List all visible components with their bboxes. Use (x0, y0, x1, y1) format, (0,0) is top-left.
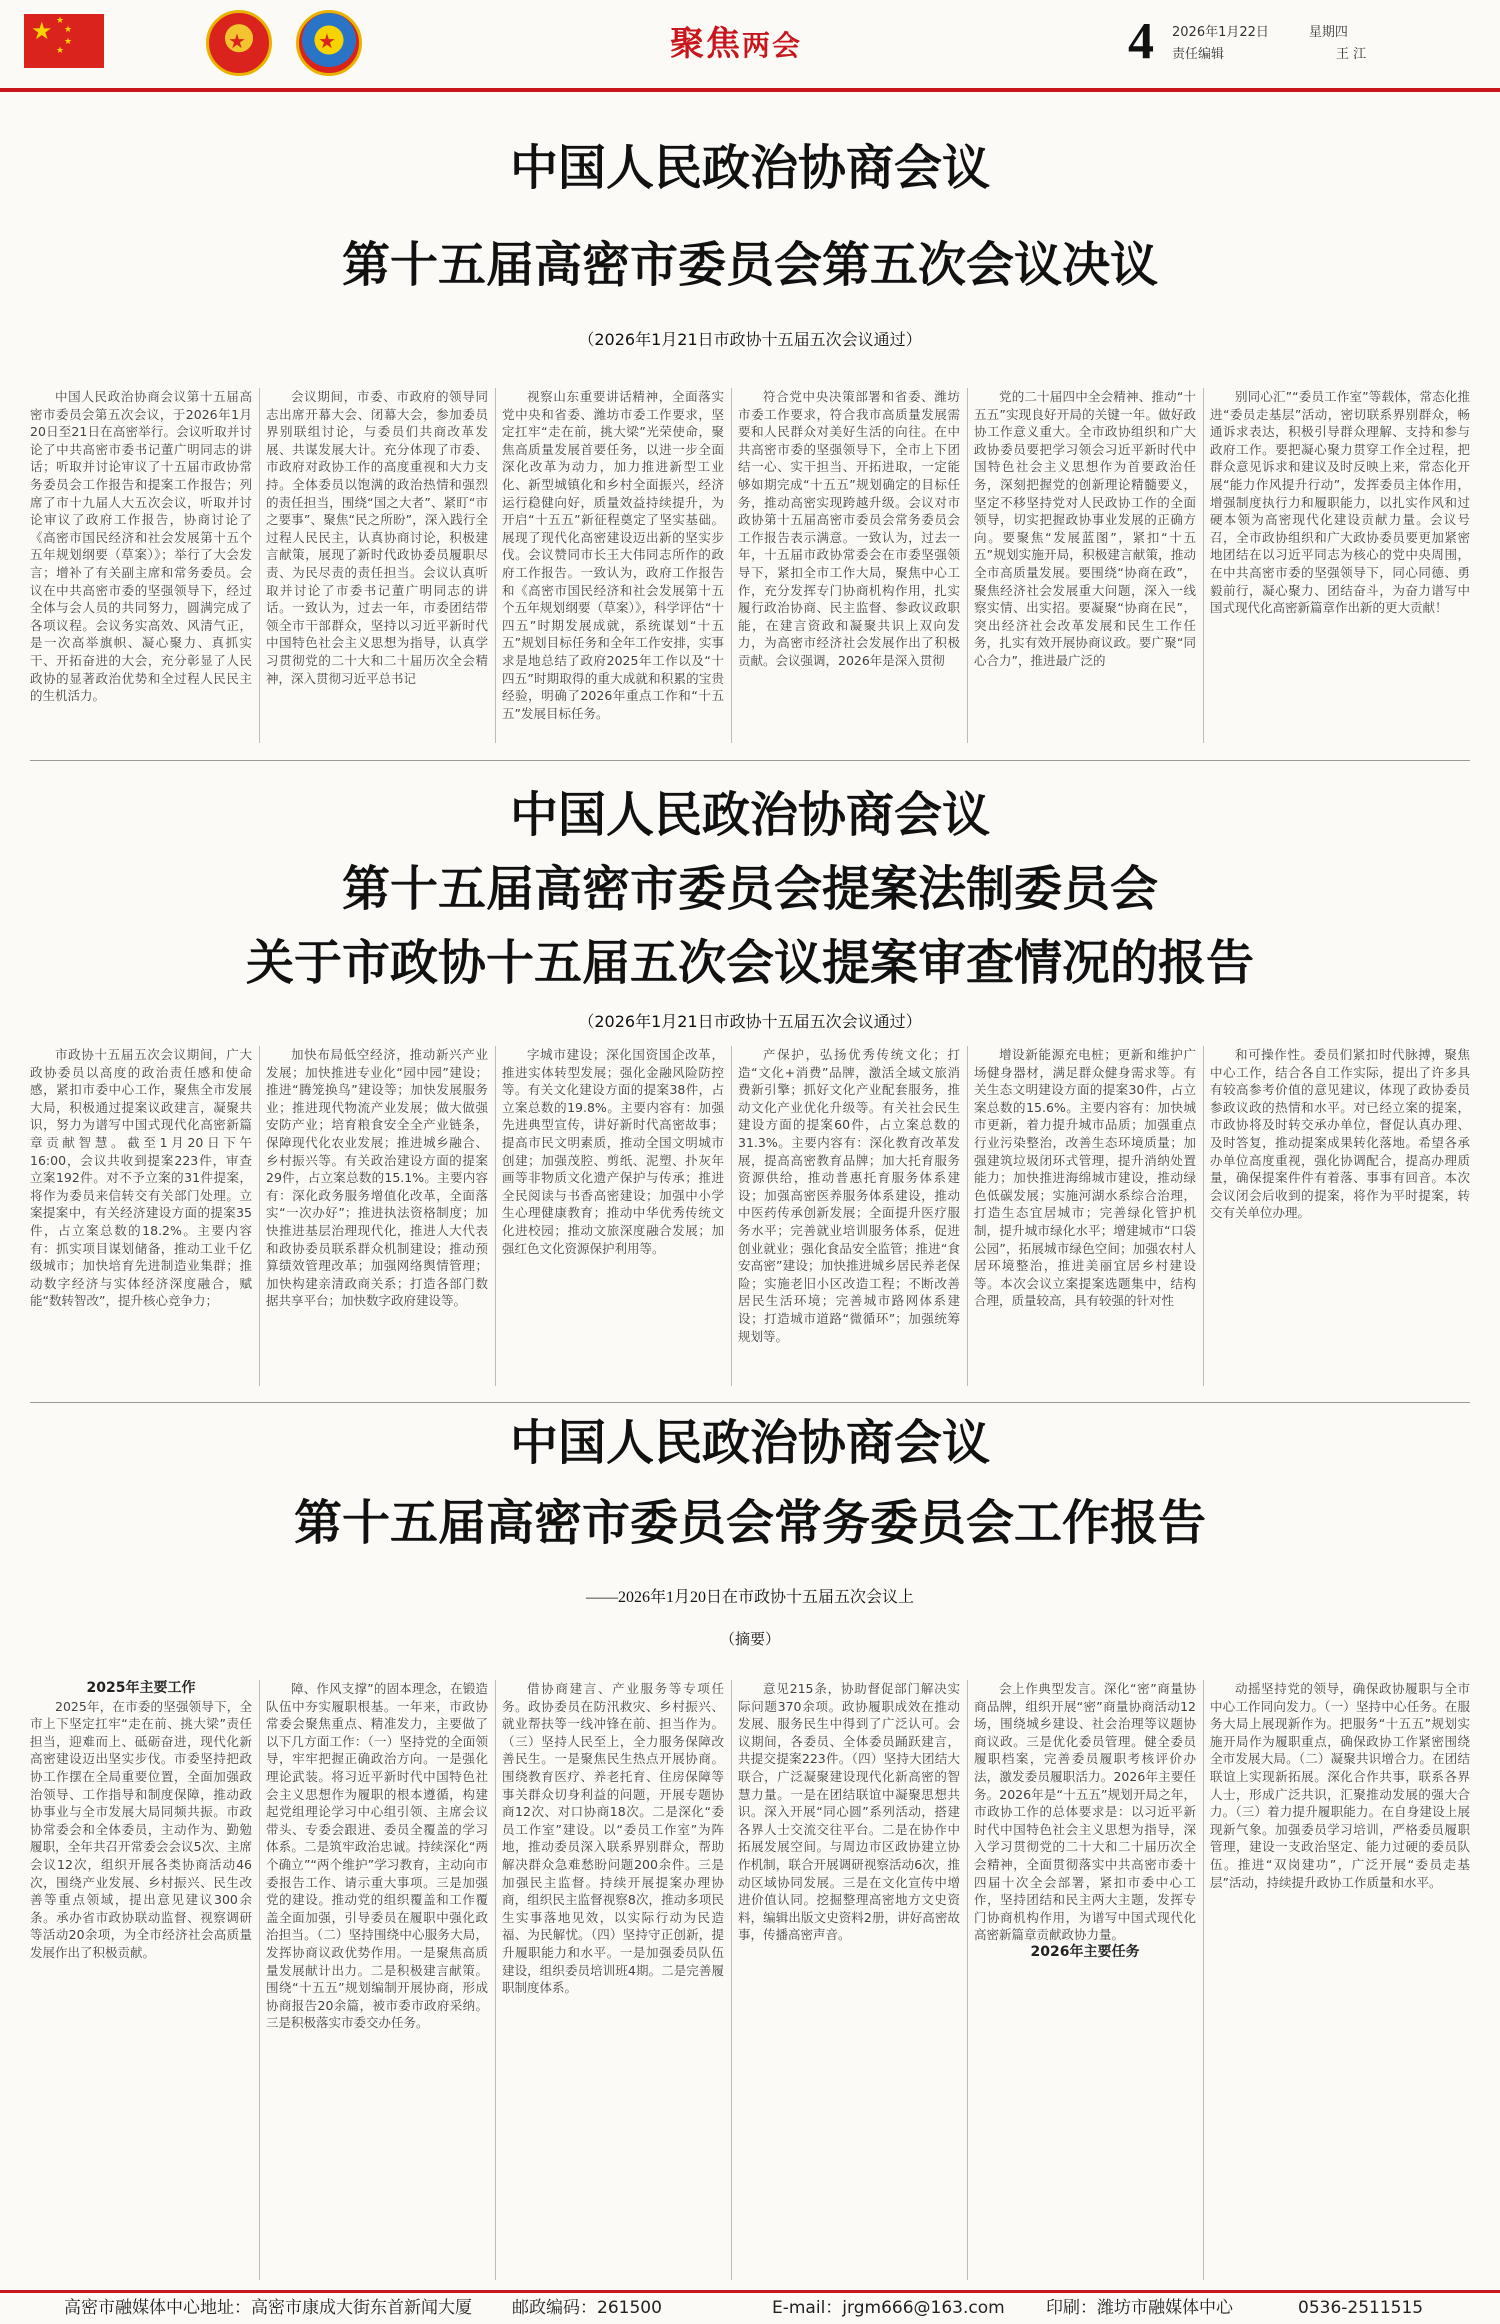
footer-email: E-mail：jrgm666@163.com (772, 2298, 1005, 2318)
article2-paragraph: 市政协十五届五次会议期间，广大政协委员以高度的政治责任感和使命感，紧扣市委中心工作，聚焦全市发展大局，积极通过提案议政建言，凝聚共识，努力为谱写中国式现代化高密新篇章贡献智慧。截至1月20日下午16:00，会议共收到提案223件，审查立案192件。对不予立案的31件提案，将作为委员来信转交有关部门处理。立案提案中，有关经济建设方面的提案35件，占立案总数的18.2%。主要内容有：抓实项目谋划储备，推动工业千亿级城市；加快培育先进制造业集群；推动数字经济与实体经济深度融合，赋能“数转智改”，提升核心竞争力； (30, 1047, 252, 1309)
article2-subtitle: （2026年1月21日市政协十五届五次会议通过） (578, 1012, 922, 1031)
footer-postcode: 邮政编码：261500 (512, 2298, 662, 2318)
article1-paragraph: 会议期间，市委、市政府的领导同志出席开幕大会、闭幕大会，参加委员界别联组讨论，与委员们共商改革发展、共谋发展大计。充分体现了市委、市政府对政协工作的高度重视和大力支持。全体委员以饱满的政治热情和强烈的责任担当，围绕“国之大者”、紧盯“市之要事”、聚焦“民之所盼”，深入践行全过程人民民主，认真协商讨论，积极建言献策，展现了新时代政协委员履职尽责、为民尽责的责任担当。会议认真听取并讨论了市委书记董广明同志的讲话。一致认为，过去一年，市委团结带领全市干部群众，坚持以习近平新时代中国特色社会主义思想为指导，认真学习贯彻党的二十大和二十届历次全会精神，深入贯彻习近平总书记 (266, 389, 488, 686)
column-title (670, 16, 802, 65)
column-title-a: 聚焦 (670, 24, 742, 64)
column-divider (731, 1046, 732, 1386)
article3-column-5 (974, 1680, 1196, 2280)
article3-subtitle: ——2026年1月20日在市政协十五届五次会议上 (585, 1589, 914, 1606)
article3-column-2 (266, 1680, 488, 2280)
article1-paragraph: 符合党中央决策部署和省委、潍坊市委工作要求，符合我市高质量发展需要和人民群众对美好生活的向往。在中共高密市委的坚强领导下，全市上下团结一心、实干担当、开拓进取，一定能够如期完成“十五五”规划确定的目标任务，推动高密实现跨越升级。会议对市政协第十五届高密市委员会常务委员会工作报告表示满意。一致认为，过去一年，十五届市政协常委会在市委坚强领导下，紧扣全市工作大局，聚焦中心工作，充分发挥专门协商机构作用，扎实履行政治协商、民主监督、参政议政职能，在建言资政和凝聚共识上双向发力，为高密市经济社会发展作出了积极贡献。会议强调，2026年是深入贯彻 (738, 389, 960, 668)
article1-paragraph: 视察山东重要讲话精神，全面落实党中央和省委、潍坊市委工作要求，坚定扛牢“走在前，挑大梁”光荣使命，聚焦高质量发展首要任务，以进一步全面深化改革为动力，加力推进新型工业化、新型城镇化和乡村全面振兴，经济运行稳健向好，质量效益持续提升，为开启“十五五”新征程奠定了坚实基础。展现了现代化高密建设迈出新的坚实步伐。会议赞同市长王大伟同志所作的政府工作报告。一致认为，政府工作报告和《高密市国民经济和社会发展第十五个五年规划纲要（草案）》，科学评估“十四五”时期发展成就，系统谋划“十五五”规划目标任务和全年工作安排，实事求是地总结了政府2025年工作以及“十四五”时期取得的重大成就和积累的宝贵经验，明确了2026年重点工作和“十五五”发展目标任务。 (502, 389, 724, 721)
article3-column-3 (502, 1680, 724, 2280)
column-divider (495, 1680, 496, 2280)
issue-weekday: 星期四 (1308, 25, 1348, 40)
editor-name: 王 江 (1336, 47, 1367, 62)
column-divider (495, 1046, 496, 1386)
article1-column-3 (502, 388, 724, 743)
article3-column-4 (738, 1680, 960, 2280)
column-divider (967, 388, 968, 743)
column-title-b: 两会 (742, 29, 803, 62)
article1-paragraph: 党的二十届四中全会精神、推动“十五五”实现良好开局的关键一年。做好政协工作意义重大。全市政协组织和广大政协委员要把学习领会习近平新时代中国特色社会主义思想作为首要政治任务，深刻把握党的创新理论精髓要义，坚定不移坚持党对人民政协工作的全面领导，切实把握政协事业发展的正确方向。要聚焦“发展蓝图”，紧扣“十五五”规划实施开局，积极建言献策，推动全市高质量发展。要围绕“协商在政”，聚焦经济社会发展重大问题，深入一线察实情、出实招。要凝聚“协商在民”，突出经济社会改革发展和民生工作任务，扎实有效开展协商议政。要广聚“同心合力”，推进最广泛的 (974, 389, 1196, 668)
article3-column-1 (30, 1680, 252, 2280)
article3-title-line1: 中国人民政治协商会议 (509, 1415, 990, 1471)
article2-title-line1: 中国人民政治协商会议 (509, 787, 990, 843)
article2-paragraph: 加快布局低空经济，推动新兴产业发展；加快推进专业化“园中园”建设；推进“腾笼换鸟”建设等；加快发展服务业；推进现代物流产业发展；做大做强安防产业；培育粮食安全全产业链条，保障现代化农业发展；推进城乡融合、乡村振兴等。有关政治建设方面的提案29件，占立案总数的15.1%。主要内容有：深化政务服务增值化改革，全面落实“一次办好”；推进执法资格制度；加快推进基层治理现代化，推进人大代表和政协委员联系群众机制建设；推动预算绩效管理改革；加强网络舆情管理；加快构建亲清政商关系；打造各部门数据共享平台；加快数字政府建设等。 (266, 1047, 488, 1309)
section-divider (30, 1402, 1470, 1403)
column-divider (1203, 1680, 1204, 2280)
page-number: 4 (1128, 13, 1154, 70)
article2-title-line3: 关于市政协十五届五次会议提案审查情况的报告 (245, 935, 1254, 991)
column-divider (731, 1680, 732, 2280)
article1-column-2 (266, 388, 488, 743)
article3-abstract-label: （摘要） (719, 1630, 780, 1648)
column-divider (967, 1680, 968, 2280)
national-emblem-icon: ★ (206, 10, 272, 76)
article1-title-line1: 中国人民政治协商会议 (509, 140, 990, 196)
page-footer (0, 2290, 1500, 2324)
article3-paragraph: 意见215条，协助督促部门解决实际问题370余项。政协履职成效在推动发展、服务民生中得到了广泛认可。会议期间，各委员、全体委员踊跃建言，共提交提案223件。（四）坚持大团结大联合，广泛凝聚建设现代化新高密的智慧力量。一是在团结联谊中凝聚思想共识。深入开展“同心圆”系列活动，搭建各界人士交流交往平台。二是在协作中拓展发展空间。与周边市区政协建立协作机制，联合开展调研视察活动6次，推动区域协同发展。三是在文化宣传中增进价值认同。挖掘整理高密地方文史资料，编辑出版文史资料2册，讲好高密故事，传播高密声音。 (738, 1681, 960, 1943)
column-divider (259, 1046, 260, 1386)
article1-column-6 (1210, 388, 1470, 743)
article3-section-heading-2026: 2026年主要任务 (1030, 1943, 1140, 1960)
article3-paragraph: 2025年，在市委的坚强领导下，全市上下坚定扛牢“走在前、挑大梁”责任担当，迎难而上、砥砺奋进，现代化新高密建设迈出坚实步伐。市委坚持把政协工作摆在全局重要位置，全面加强政治领导、工作指导和制度保障，推动政协事业与全市发展大局同频共振。市政协常委会和全体委员，主动作为、勤勉履职，全年共召开常委会会议5次、主席会议12次，组织开展各类协商活动46次，围绕产业发展、乡村振兴、民生改善等重点领域，提出意见建议300余条。承办省市政协联动监督、视察调研等活动20余项，为全市经济社会高质量发展作出了积极贡献。 (30, 1698, 252, 1960)
cppcc-emblem-icon: ★ (296, 10, 362, 76)
article3-paragraph: 障、作风支撑”的固本理念，在锻造队伍中夯实履职根基。一年来，市政协常委会聚焦重点、精准发力，主要做了以下几方面工作：（一）坚持党的全面领导，牢牢把握正确政治方向。一是强化理论武装。将习近平新时代中国特色社会主义思想作为履职的根本遵循，构建起党组理论学习中心组引领、主席会议带头、专委会跟进、委员全覆盖的学习体系。二是筑牢政治忠诚。持续深化“两个确立”“两个维护”学习教育，主动向市委报告工作、请示重大事项。三是加强党的建设。推动党的组织覆盖和工作覆盖全面加强，引导委员在履职中强化政治担当。（二）坚持围绕中心服务大局，发挥协商议政优势作用。一是聚焦高质量发展献计出力。二是积极建言献策。围绕“十五五”规划编制开展协商，形成协商报告20余篇，被市委市政府采纳。三是积极落实市委交办任务。 (266, 1681, 488, 2031)
column-divider (1203, 388, 1204, 743)
column-divider (731, 388, 732, 743)
footer-printer: 印刷：潍坊市融媒体中心 (1046, 2298, 1233, 2318)
article3-column-6 (1210, 1680, 1470, 2280)
article1-paragraph: 别同心汇”“委员工作室”等载体，常态化推进“委员走基层”活动，密切联系界别群众，畅通诉求表达，积极引导群众理解、支持和参与政府工作。要把凝心聚力贯穿工作全过程，把群众意见诉求和建议及时反映上来，常态化开展“能力作风提升行动”，发挥委员主体作用，增强制度执行力和履职能力，以扎实作风和过硬本领为高密现代化建设贡献力量。会议号召，全市政协组织和广大政协委员要更加紧密地团结在以习近平同志为核心的党中央周围，在中共高密市委的坚强领导下，同心同德、勇毅前行，凝心聚力、团结奋斗，为奋力谱写中国式现代化高密新篇章作出新的更大贡献！ (1210, 389, 1470, 616)
article2-column-4 (738, 1046, 960, 1386)
section-divider (30, 760, 1470, 761)
article1-column-1 (30, 388, 252, 743)
article2-column-1 (30, 1046, 252, 1386)
issue-date: 2026年1月22日 (1172, 25, 1269, 40)
article2-paragraph: 字城市建设；深化国资国企改革，推进实体转型发展；强化金融风险防控等。有关文化建设方面的提案38件，占立案总数的19.8%。主要内容有：加强先进典型宣传，讲好新时代高密故事；提高市民文明素质，推动全国文明城市创建；加强茂腔、剪纸、泥塑、扑灰年画等非物质文化遗产保护与传承；推进全民阅读与书香高密建设；加强中小学生心理健康教育；推动中华优秀传统文化进校园；推动文旅深度融合发展；加强红色文化资源保护利用等。 (502, 1047, 724, 1256)
article2-title-line2: 第十五届高密市委员会提案法制委员会 (341, 861, 1158, 917)
article1-column-5 (974, 388, 1196, 743)
article1-column-4 (738, 388, 960, 743)
column-divider (1203, 1046, 1204, 1386)
article2-paragraph: 产保护，弘扬优秀传统文化；打造“文化+消费”品牌，激活全域文旅消费新引擎；抓好文化产业配套服务，推动文化产业优化升级等。有关社会民生建设方面的提案60件，占立案总数的31.3%。主要内容有：深化教育改革发展，提高高密教育品牌；加大托育服务资源供给，推动普惠托育服务体系建设；加强高密医养服务体系建设，推动中医药传承创新发展；全面提升医疗服务水平；完善就业培训服务体系，促进创业就业；强化食品安全监管；推进“食安高密”建设；加快推进城乡居民养老保险；实施老旧小区改造工程；不断改善居民生活环境；完善城市路网体系建设；打造城市道路“微循环”；加强统筹规划等。 (738, 1047, 960, 1344)
column-divider (967, 1046, 968, 1386)
issue-meta (1172, 22, 1366, 66)
article1-paragraph: 中国人民政治协商会议第十五届高密市委员会第五次会议，于2026年1月20日至21日在高密举行。会议听取并讨论了中共高密市委书记董广明同志的讲话；听取并讨论审议了十五届市政协常务委员会工作报告和提案工作报告；列席了市十九届人大五次会议，听取并讨论审议了政府工作报告，协商讨论了《高密市国民经济和社会发展第十五个五年规划纲要（草案）》；举行了大会发言；增补了有关副主席和常务委员。会议在中共高密市委的坚强领导下，经过全体与会人员的共同努力，圆满完成了各项议程。会议务实高效、风清气正，是一次高举旗帜、凝心聚力、真抓实干、开拓奋进的大会，充分彰显了人民政协的显著政治优势和全过程人民民主的生机活力。 (30, 389, 252, 704)
article2-column-5 (974, 1046, 1196, 1386)
column-divider (495, 388, 496, 743)
article3-section-heading-2025: 2025年主要工作 (86, 1680, 196, 1696)
article1-subtitle: （2026年1月21日市政协十五届五次会议通过） (578, 330, 922, 349)
footer-address: 高密市融媒体中心地址：高密市康成大街东首新闻大厦 (64, 2298, 472, 2318)
article2-paragraph: 和可操作性。委员们紧扣时代脉搏，聚焦中心工作，结合各自工作实际，提出了许多具有较高参考价值的意见建议，体现了政协委员参政议政的热情和水平。对已经立案的提案，市政协将及时转交承办单位，督促认真办理、及时答复，推动提案成果转化落地。希望各承办单位高度重视，强化协调配合，提高办理质量，确保提案件件有着落、事事有回音。本次会议闭会后收到的提案，将作为平时提案，转交有关单位办理。 (1210, 1047, 1470, 1221)
column-divider (259, 1680, 260, 2280)
article3-paragraph: 会上作典型发言。深化“密”商量协商品牌，组织开展“密”商量协商活动12场，围绕城乡建设、社会治理等议题协商议政。三是优化委员管理。健全委员履职档案，完善委员履职考核评价办法，激发委员履职活力。2026年主要任务。2026年是“十五五”规划开局之年，市政协工作的总体要求是：以习近平新时代中国特色社会主义思想为指导，深入学习贯彻党的二十大和二十届历次全会精神，全面贯彻落实中共高密市委十四届十次全会部署，紧扣市委中心工作，坚持团结和民主两大主题，发挥专门协商机构作用，为谱写中国式现代化高密新篇章贡献政协力量。 (974, 1681, 1196, 1943)
editor-label: 责任编辑 (1172, 47, 1225, 62)
article1-title-line2: 第十五届高密市委员会第五次会议决议 (341, 237, 1158, 293)
article2-column-2 (266, 1046, 488, 1386)
masthead (0, 0, 1500, 96)
article2-column-6 (1210, 1046, 1470, 1386)
article2-paragraph: 增设新能源充电桩；更新和维护广场健身器材，满足群众健身需求等。有关生态文明建设方面的提案30件，占立案总数的15.6%。主要内容有：加快城市更新，着力提升城市品质；加强重点行业污染整治，改善生态环境质量；加强建筑垃圾闭环式管理，提升消纳处置能力；加快推进海绵城市建设，推动绿色低碳发展；实施河湖水系综合治理，打造生态宜居城市；完善绿化管护机制，提升城市绿化水平；增建城市“口袋公园”，拓展城市绿色空间；加强农村人居环境整治，推进美丽宜居乡村建设等。本次会议立案提案选题集中，结构合理，质量较高，具有较强的针对性 (974, 1047, 1196, 1309)
column-divider (259, 388, 260, 743)
footer-phone: 0536-2511515 (1298, 2298, 1424, 2318)
national-flag-icon: ★ ★ ★ ★ ★ (24, 14, 104, 68)
article3-paragraph: 动摇坚持党的领导，确保政协履职与全市中心工作同向发力。（一）坚持中心任务。在服务大局上展现新作为。把服务“十五五”规划实施开局作为履职重点，确保政协工作紧密围绕全市发展大局。（二）凝聚共识增合力。在团结联谊上实现新拓展。深化合作共事，联系各界人士，形成广泛共识，汇聚推动发展的强大合力。（三）着力提升履职能力。在自身建设上展现新气象。加强委员学习培训，严格委员履职管理，建设一支政治坚定、能力过硬的委员队伍。推进“双岗建功”，广泛开展“委员走基层”活动，持续提升政协工作质量和水平。 (1210, 1681, 1470, 1890)
article3-paragraph: 借协商建言、产业服务等专项任务。政协委员在防汛救灾、乡村振兴、就业帮扶等一线冲锋在前、担当作为。（三）坚持人民至上，全力服务保障改善民生。一是聚焦民生热点开展协商。围绕教育医疗、养老托育、住房保障等事关群众切身利益的问题，开展专题协商12次、对口协商18次。二是深化“委员工作室”建设。以“委员工作室”为阵地，推动委员深入联系界别群众，帮助解决群众急难愁盼问题200余件。三是加强民主监督。持续开展提案办理协商，组织民主监督视察8次，推动多项民生实事落地见效，以实际行动为民造福、为民解忧。（四）坚持守正创新，提升履职能力和水平。一是加强委员队伍建设，组织委员培训班4期。二是完善履职制度体系。 (502, 1681, 724, 1996)
article2-column-3 (502, 1046, 724, 1386)
masthead-rule (0, 88, 1500, 92)
article3-title-line2: 第十五届高密市委员会常务委员会工作报告 (293, 1495, 1206, 1551)
